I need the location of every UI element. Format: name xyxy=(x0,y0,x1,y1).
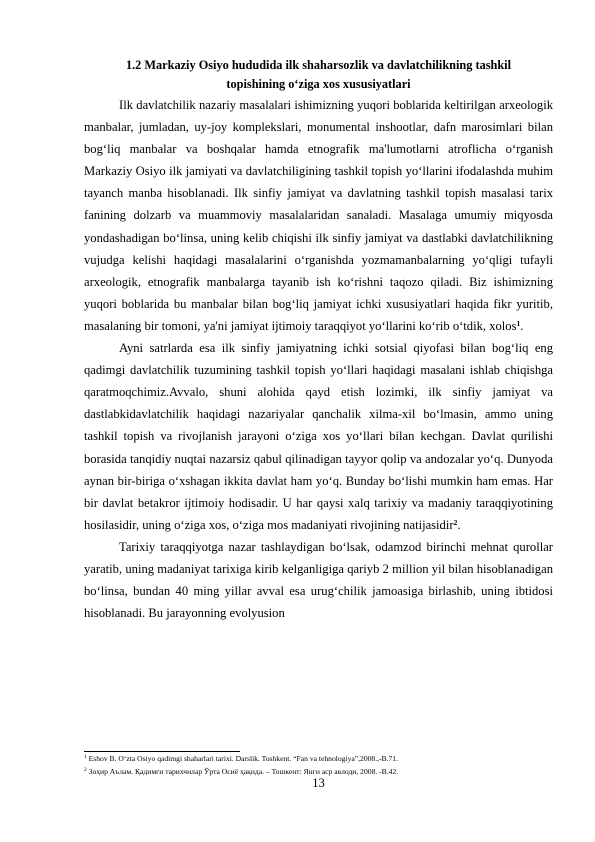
paragraph-3-text: Tarixiy taraqqiyotga nazar tashlaydigan bo‘lsak, odamzod birinchi mehnat qurollar yaratib, uning madaniyat tarixiga kirib kelganligiga qariyb 2 million yil bilan hisoblanadigan bo‘linsa, bundan 40 ming yillar avval esa urug‘chilik jamoasiga birlashib, uning ibtidosi hisoblanadi. Bu jarayonning evolyusion xyxy=(84,539,553,621)
paragraph-1-text: Ilk davlatchilik nazariy masalalari ishimizning yuqori boblarida keltirilgan arxeologik manbalar, jumladan, uy-joy komplekslari, monumental inshootlar, dafn marosimlari bilan bog‘liq manbalar va boshqalar hamda etnografik ma'lumotlarni atroflicha o‘rganish Markaziy Osiyo ilk jamiyati va davlatchiligining tashkil topish yo‘llarini ifodalashda muhim tayanch manba hisoblanadi. Ilk sinfiy jamiyat va davlatning tashkil topish masalasi tarix fanining dolzarb va muammoviy masalalaridan sanaladi. Masalaga umumiy miqyosda yondashadigan bo‘linsa, uning kelib chiqishi ilk sinfiy jamiyat va dastlabki davlatchilikning vujudga kelishi haqidagi masalalarini o‘rganishda yozmamanbalarning yo‘qligi tufayli arxeologik, etnografik manbalarga tayanib ish ko‘rishni taqozo qiladi. Biz ishimizning yuqori boblarida bu manbalar bilan bog‘liq jamiyat ichki xususiyatlari haqida fikr yuritib, masalaning bir tomoni, ya'ni jamiyat ijtimoiy taraqqiyot yo‘llarini ko‘rib o‘tdik, xolos xyxy=(84,98,553,333)
page-number: 13 xyxy=(312,776,325,790)
footnote-number-2: 2 xyxy=(84,766,87,773)
footnote-ref-2[interactable]: 2 xyxy=(453,517,458,527)
footnote-divider xyxy=(84,751,240,752)
footnote-ref-1[interactable]: 1 xyxy=(516,318,521,328)
footnotes xyxy=(84,753,553,778)
paragraph-2-end: . xyxy=(457,517,461,532)
section-heading-line-2: topishining o‘ziga xos xususiyatlari xyxy=(226,77,411,91)
section-heading-line-1: 1.2 Markaziy Osiyo hududida ilk shaharsozlik va davlatchilikning tashkil xyxy=(125,58,512,72)
section-heading xyxy=(84,56,553,94)
body-text xyxy=(84,94,553,624)
footnote-2-text: Зоҳир Аълам. Қадимги тарихчилар Ўрта Осиё ҳақида. – Тошкент: Янги аср авлоди, 2008. -B.42. xyxy=(86,766,399,776)
footnote-1 xyxy=(84,753,553,766)
paragraph-2-text: Ayni satrlarda esa ilk sinfiy jamiyatning ichki sotsial qiyofasi bilan bog‘liq eng qadimgi davlatchilik tuzumining tashkil topish yo‘llari haqidagi masalani ishlab chiqishga qaratmoqchimiz.Avvalo, shuni alohida qayd etish lozimki, ilk sinfiy jamiyat va dastlabkidavlatchilik haqidagi nazariyalar qanchalik xilma-xil bo‘lmasin, ammo uning tashkil topish va rivojlanish jarayoni o‘ziga xos yo‘llari bilan kechgan. Davlat qurilishi borasida tanqidiy nuqtai nazarsiz qabul qilinadigan tayyor qolip va andozalar yo‘q. Dunyoda aynan bir-biriga o‘xshagan ikkita davlat ham yo‘q. Bunday bo‘lishi mumkin ham emas. Har bir davlat betakror ijtimoiy hodisadir. U har qaysi xalq tarixiy va madaniy taraqqiyotining hosilasidir, uning o‘ziga xos, o‘ziga mos madaniyati rivojining natijasidir xyxy=(84,341,553,532)
footnote-number-1: 1 xyxy=(84,754,87,760)
paragraph-1 xyxy=(84,94,553,337)
paragraph-2 xyxy=(84,337,553,536)
footnote-1-text: Eshov B. O‘zta Osiyo qadimgi shaharlari tarixi. Darslik. Toshkent. “Fan va tehnologiya”,2008.,-B.71. xyxy=(86,754,398,763)
paragraph-3 xyxy=(84,536,553,624)
paragraph-1-end: . xyxy=(520,318,524,333)
